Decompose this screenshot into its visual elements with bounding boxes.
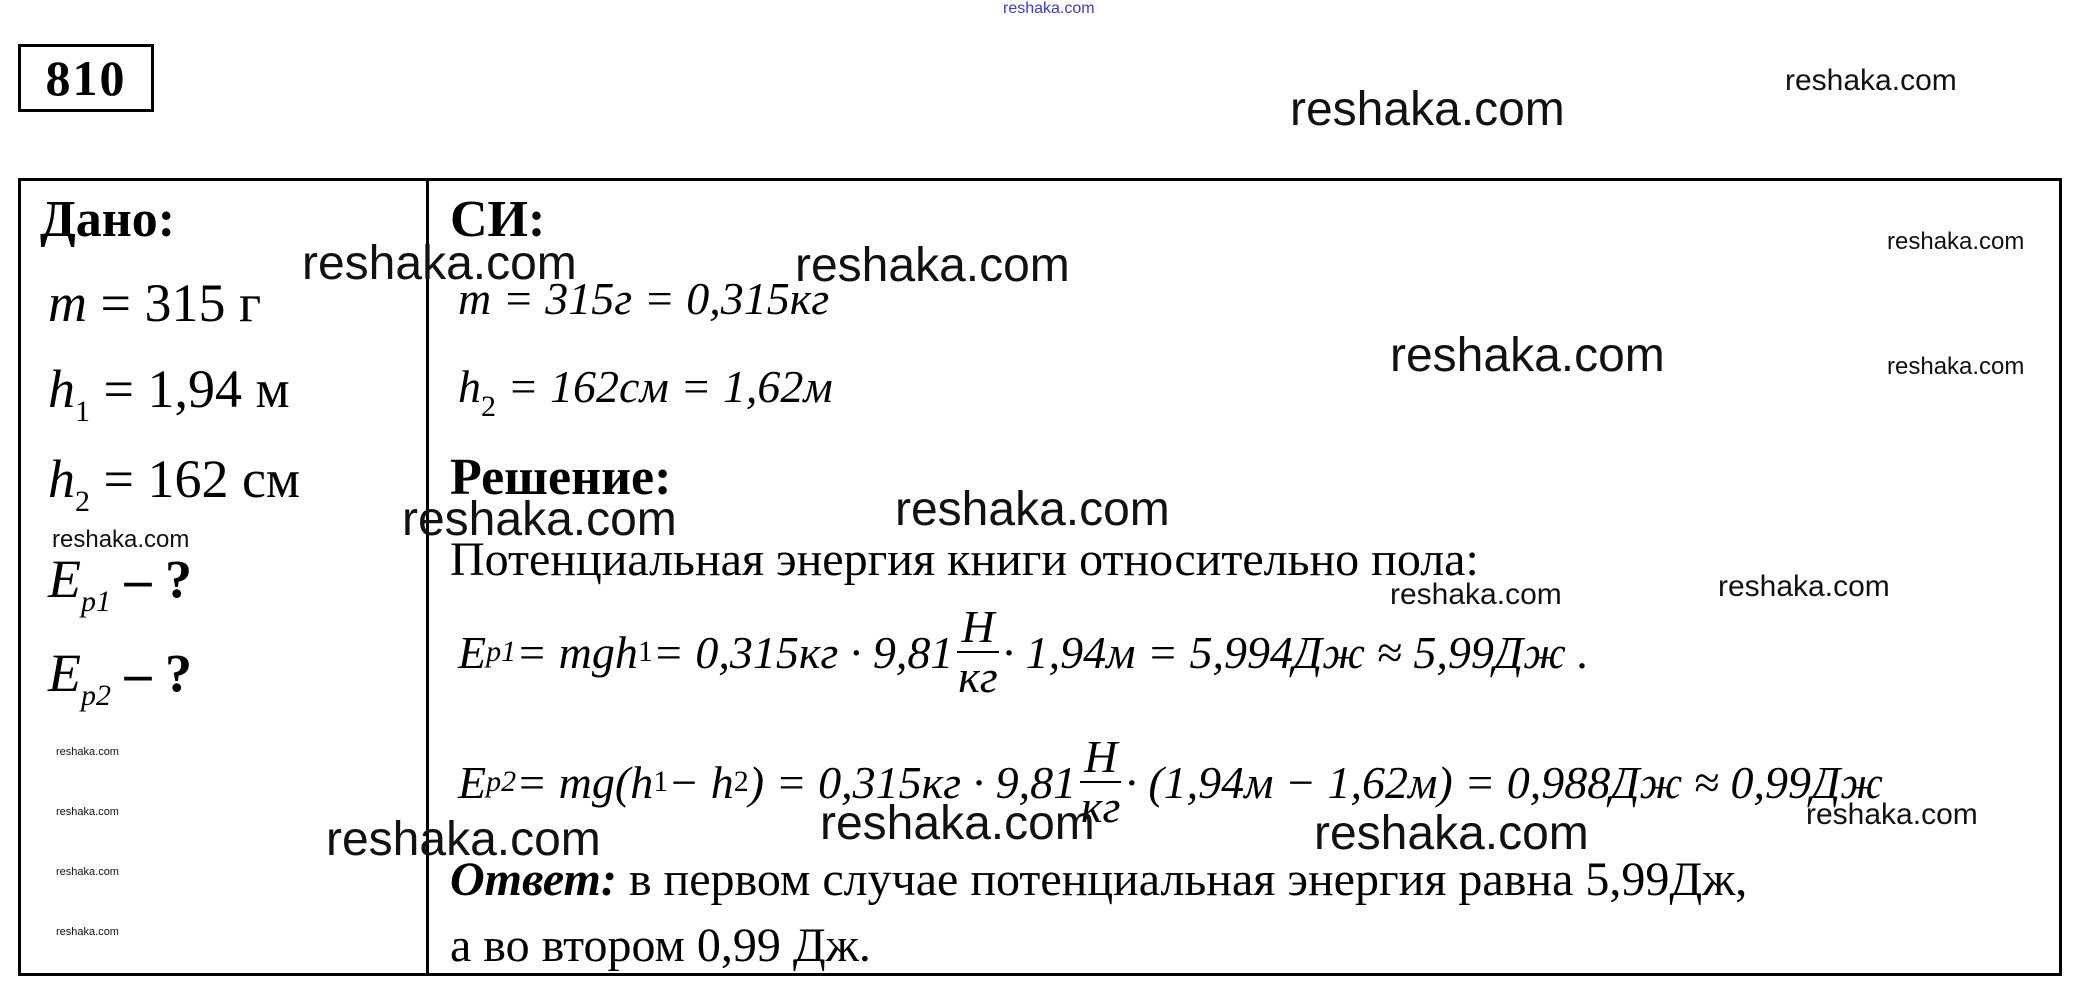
watermark-text: reshaka.com <box>56 806 119 818</box>
watermark-text: reshaka.com <box>1785 64 1957 97</box>
si-h-symbol: h <box>458 361 481 412</box>
answer-line-2: а во втором 0,99 Дж. <box>450 919 871 972</box>
watermark-text: reshaka.com <box>402 493 677 546</box>
watermark-text: reshaka.com <box>795 239 1070 292</box>
height2-value: = 162 см <box>90 449 301 509</box>
given-mass <box>48 272 261 334</box>
eq1-lhs-subscript: p1 <box>486 635 517 668</box>
given-height-1 <box>48 358 290 429</box>
watermark-text: reshaka.com <box>1314 807 1589 860</box>
watermark-text: reshaka.com <box>1290 83 1565 136</box>
eq2-lhs-subscript: p2 <box>486 765 517 798</box>
eq2-frac-numerator: Н <box>1080 733 1121 783</box>
watermark-text: reshaka.com <box>302 237 577 290</box>
eq2-part1-subscript: 1 <box>653 765 669 798</box>
height2-symbol: h <box>48 449 75 509</box>
watermark-text: reshaka.com <box>52 526 190 553</box>
si-mass-conversion: m = 315г = 0,315кг <box>458 273 830 324</box>
mass-symbol: m <box>48 273 87 333</box>
eq2-part2: ) = 0,315кг · 9,81 <box>748 756 1077 808</box>
height1-symbol: h <box>48 359 75 419</box>
watermark-text: reshaka.com <box>1390 329 1665 382</box>
watermark-text: reshaka.com <box>56 866 119 878</box>
eq2-part3: · (1,94м − 1,62м) = 0,988Дж ≈ 0,99Дж <box>1125 756 1884 808</box>
watermark-text: reshaka.com <box>1718 570 1890 603</box>
given-header: Дано: <box>40 191 176 248</box>
watermark-text: reshaka.com <box>326 813 601 866</box>
eq1-frac-denominator: кг <box>958 651 998 702</box>
watermark-text: reshaka.com <box>820 797 1095 850</box>
eq1-part3: · 1,94м = 5,994Дж ≈ 5,99Дж . <box>1002 626 1589 678</box>
si-h-subscript: 2 <box>481 390 496 423</box>
si-h-rest: = 162см = 1,62м <box>496 361 833 412</box>
eq2-lhs-symbol: E <box>458 756 487 808</box>
eq1-part1: = mgh <box>516 626 638 678</box>
eq2-frac-denominator: кг <box>1080 781 1121 832</box>
watermark-text: reshaka.com <box>1887 228 2025 255</box>
eq1-frac-numerator: Н <box>957 603 998 653</box>
eq1-fraction <box>957 603 998 701</box>
watermark-text: reshaka.com <box>56 746 119 758</box>
unknown-ep1 <box>48 548 192 619</box>
ep2-subscript: p2 <box>81 679 111 712</box>
watermark-text: reshaka.com <box>1806 798 1978 831</box>
si-height-conversion <box>458 360 833 424</box>
ep1-subscript: p1 <box>81 585 111 618</box>
given-height-2 <box>48 448 300 519</box>
solution-text: Потенциальная энергия книги относительно пола: <box>450 533 1479 586</box>
solution-header: Решение: <box>450 449 672 506</box>
answer-label: Ответ: <box>450 853 617 906</box>
si-header: СИ: <box>450 191 546 248</box>
ep1-symbol: E <box>48 549 81 609</box>
unknown-ep2 <box>48 642 192 713</box>
watermark-text: reshaka.com <box>1887 353 2025 380</box>
height1-subscript: 1 <box>75 395 90 428</box>
ep1-question: – ? <box>111 549 192 609</box>
ep2-question: – ? <box>111 643 192 703</box>
height2-subscript: 2 <box>75 485 90 518</box>
answer-text-1: в первом случае потенциальная энергия равна 5,99Дж, <box>616 853 1748 906</box>
equation-ep2 <box>458 722 1883 842</box>
eq1-lhs-symbol: E <box>458 626 487 678</box>
height1-value: = 1,94 м <box>90 359 290 419</box>
watermark-text: reshaka.com <box>1390 578 1562 611</box>
mass-value: = 315 г <box>87 273 262 333</box>
watermark-text: reshaka.com <box>56 926 119 938</box>
ep2-symbol: E <box>48 643 81 703</box>
eq1-part2: = 0,315кг · 9,81 <box>652 626 954 678</box>
problem-number: 810 <box>18 44 154 112</box>
eq1-part1-subscript: 1 <box>637 635 653 668</box>
eq2-part1b-subscript: 2 <box>733 765 749 798</box>
watermark-text: reshaka.com <box>1003 0 1095 17</box>
watermark-text: reshaka.com <box>895 483 1170 536</box>
eq2-part1: = mg(h <box>516 756 654 808</box>
eq2-part1b: − h <box>668 756 734 808</box>
